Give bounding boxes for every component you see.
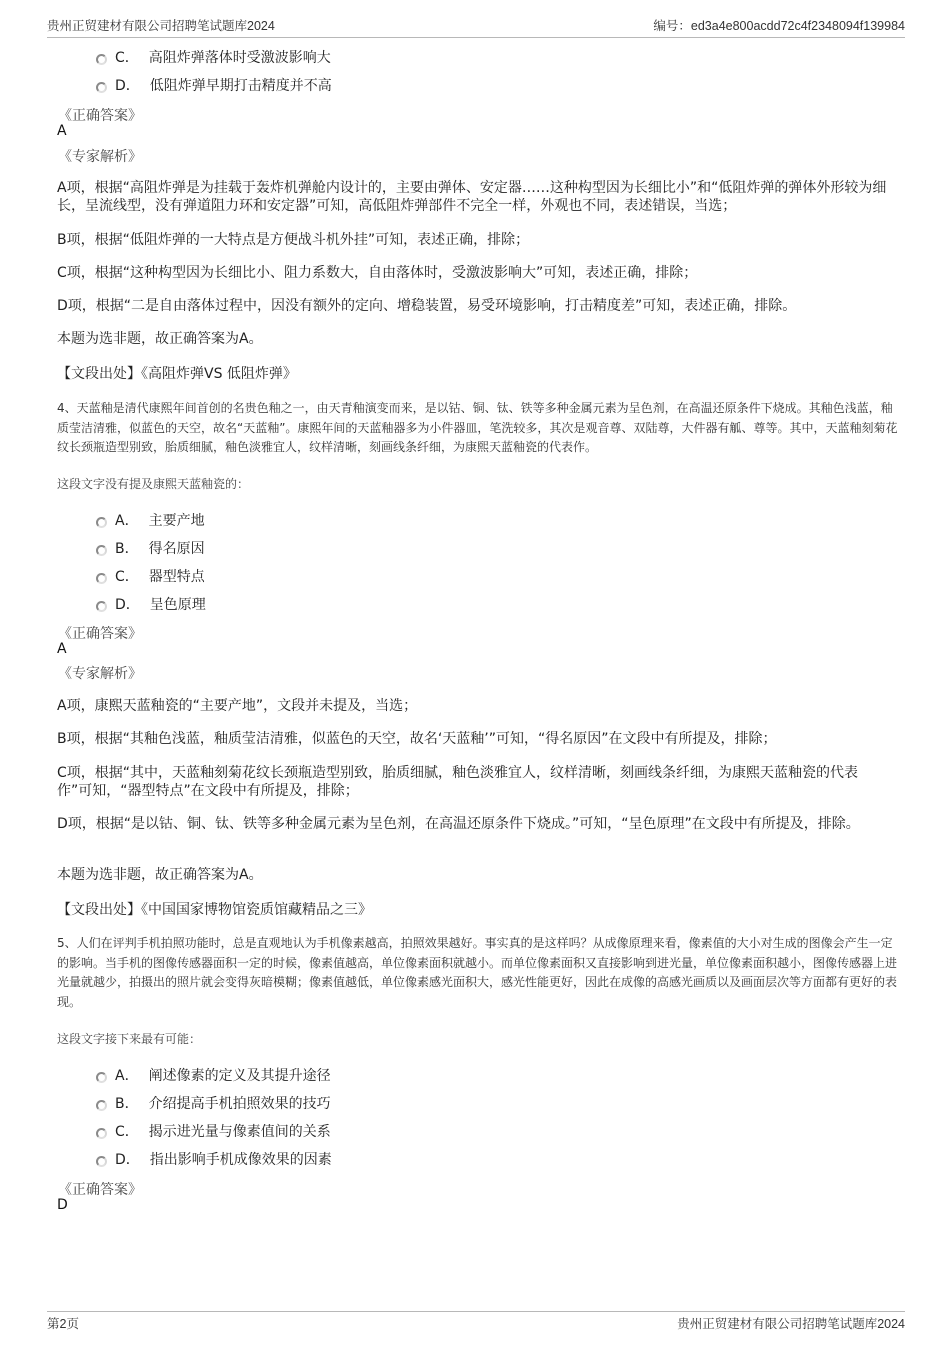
- radio-icon[interactable]: [96, 1072, 107, 1083]
- serial-number: [653, 16, 905, 34]
- q5-answer-label: 《正确答案》: [58, 1182, 142, 1198]
- radio-icon[interactable]: [96, 545, 107, 556]
- q4-analysis-a: A项，康熙天蓝釉瓷的“主要产地”，文段并未提及，当选；: [57, 698, 418, 714]
- footer-title: 贵州正贸建材有限公司招聘笔试题库2024: [677, 1317, 905, 1331]
- radio-icon[interactable]: [96, 1156, 107, 1167]
- q3-analysis-d: D项，根据“二是自由落体过程中，因没有额外的定向、增稳装置，易受环境影响，打击精度差”可知，表述正确，排除。: [57, 298, 797, 314]
- option-letter: A．: [115, 513, 139, 529]
- q5-option-a[interactable]: [96, 1065, 331, 1085]
- radio-icon[interactable]: [96, 601, 107, 612]
- header-title: 贵州正贸建材有限公司招聘笔试题库2024: [47, 19, 275, 33]
- q4-analysis-d: D项，根据“是以钴、铜、钛、铁等多种金属元素为呈色剂，在高温还原条件下烧成。”可知，“呈色原理”在文段中有所提及，排除。: [57, 816, 860, 832]
- option-letter: C．: [115, 569, 139, 585]
- option-letter: B．: [115, 1096, 139, 1112]
- radio-icon[interactable]: [96, 1100, 107, 1111]
- q3-analysis-label: 《专家解析》: [58, 149, 142, 165]
- q3-conclusion: 本题为选非题，故正确答案为A。: [57, 331, 263, 347]
- radio-icon[interactable]: [96, 517, 107, 528]
- option-letter: D．: [115, 597, 140, 613]
- q3-option-c[interactable]: [96, 47, 331, 67]
- option-letter: D．: [115, 1152, 140, 1168]
- radio-icon[interactable]: [96, 82, 107, 93]
- q4-prompt: 这段文字没有提及康熙天蓝釉瓷的：: [57, 477, 250, 491]
- page-header: [47, 14, 905, 38]
- option-letter: B．: [115, 541, 139, 557]
- option-text: 低阻炸弹早期打击精度并不高: [149, 78, 332, 94]
- q5-option-d[interactable]: [96, 1149, 332, 1169]
- option-text: 主要产地: [148, 513, 205, 529]
- q5-option-c[interactable]: [96, 1121, 331, 1141]
- q4-analysis-label: 《专家解析》: [58, 666, 142, 682]
- q3-source: 【文段出处】《高阻炸弹VS 低阻炸弹》: [57, 366, 297, 382]
- q4-question-text: 4、天蓝釉是清代康熙年间首创的名贵色釉之一，由天青釉演变而来，是以钴、铜、钛、铁等多种金属元素为呈色剂，在高温还原条件下烧成。其釉色浅蓝，釉质莹洁清雅，似蓝色的天空，故名“天蓝釉”。康熙年间的天蓝釉器多为小件器皿，笔洗较多，其次是观音尊、双陆尊，大件器有觚、尊等。其中，天蓝釉刻菊花纹长颈瓶造型别致，胎质细腻，釉色淡雅宜人，纹样清晰，刻画线条纤细，为康熙天蓝釉瓷的代表作。: [57, 401, 898, 454]
- q4-option-c[interactable]: [96, 566, 205, 586]
- option-text: 揭示进光量与像素值间的关系: [148, 1124, 331, 1140]
- q4-option-b[interactable]: [96, 538, 205, 558]
- q3-analysis-a: A项，根据“高阻炸弹是为挂载于轰炸机弹舱内设计的，主要由弹体、安定器……这种构型因为长细比小”和“低阻炸弹的弹体外形较为细长，呈流线型，没有弹道阻力环和安定器”可知，高低阻炸弹部件不完全一样，外观也不同，表述错误，当选；: [57, 180, 887, 214]
- q5-question-text: 5、人们在评判手机拍照功能时，总是直观地认为手机像素越高，拍照效果越好。事实真的是这样吗？从成像原理来看，像素值的大小对生成的图像会产生一定的影响。当手机的图像传感器面积一定的时候，像素值越高，单位像素面积就越小。而单位像素面积又直接影响到进光量，单位像素面积越小，图像传感器上进光量就越少，拍摄出的照片就会变得灰暗模糊；像素值越低，单位像素感光面积大，感光性能更好，因此在成像的高感光画质以及画面层次等方面都有更好的表现。: [57, 936, 898, 1009]
- radio-icon[interactable]: [96, 573, 107, 584]
- option-text: 得名原因: [148, 541, 205, 557]
- q4-option-d[interactable]: [96, 594, 206, 614]
- option-text: 指出影响手机成像效果的因素: [149, 1152, 332, 1168]
- option-text: 介绍提高手机拍照效果的技巧: [148, 1096, 331, 1112]
- option-letter: C．: [115, 50, 139, 66]
- q3-analysis-b: B项，根据“低阻炸弹的一大特点是方便战斗机外挂”可知，表述正确，排除；: [57, 232, 530, 248]
- option-text: 阐述像素的定义及其提升途径: [148, 1068, 331, 1084]
- serial-label: 编号：: [653, 19, 691, 33]
- q3-answer: A: [57, 123, 67, 139]
- option-letter: C．: [115, 1124, 139, 1140]
- q5-answer: D: [57, 1197, 68, 1213]
- q4-analysis-b: B项，根据“其釉色浅蓝，釉质莹洁清雅，似蓝色的天空，故名‘天蓝釉’”可知，“得名原因”在文段中有所提及，排除；: [57, 731, 777, 747]
- q3-analysis-c: C项，根据“这种构型因为长细比小、阻力系数大，自由落体时，受激波影响大”可知，表述正确，排除；: [57, 265, 698, 281]
- q3-answer-label: 《正确答案》: [58, 108, 142, 124]
- option-text: 高阻炸弹落体时受激波影响大: [148, 50, 331, 66]
- q4-conclusion: 本题为选非题，故正确答案为A。: [57, 867, 263, 883]
- q4-answer: A: [57, 641, 67, 657]
- q5-option-b[interactable]: [96, 1093, 331, 1113]
- q3-option-d[interactable]: [96, 75, 332, 95]
- q5-prompt: 这段文字接下来最有可能：: [57, 1032, 202, 1046]
- page-number: 第2页: [47, 1317, 79, 1331]
- radio-icon[interactable]: [96, 1128, 107, 1139]
- q4-source: 【文段出处】《中国国家博物馆瓷质馆藏精品之三》: [57, 902, 372, 918]
- option-text: 呈色原理: [149, 597, 206, 613]
- page-footer: [47, 1311, 905, 1334]
- radio-icon[interactable]: [96, 54, 107, 65]
- q4-answer-label: 《正确答案》: [58, 626, 142, 642]
- option-text: 器型特点: [148, 569, 205, 585]
- q4-analysis-c: C项，根据“其中，天蓝釉刻菊花纹长颈瓶造型别致，胎质细腻，釉色淡雅宜人，纹样清晰，刻画线条纤细，为康熙天蓝釉瓷的代表作”可知，“器型特点”在文段中有所提及，排除；: [57, 765, 859, 799]
- q4-option-a[interactable]: [96, 510, 205, 530]
- option-letter: A．: [115, 1068, 139, 1084]
- option-letter: D．: [115, 78, 140, 94]
- serial-value: ed3a4e800acdd72c4f2348094f139984: [690, 19, 905, 33]
